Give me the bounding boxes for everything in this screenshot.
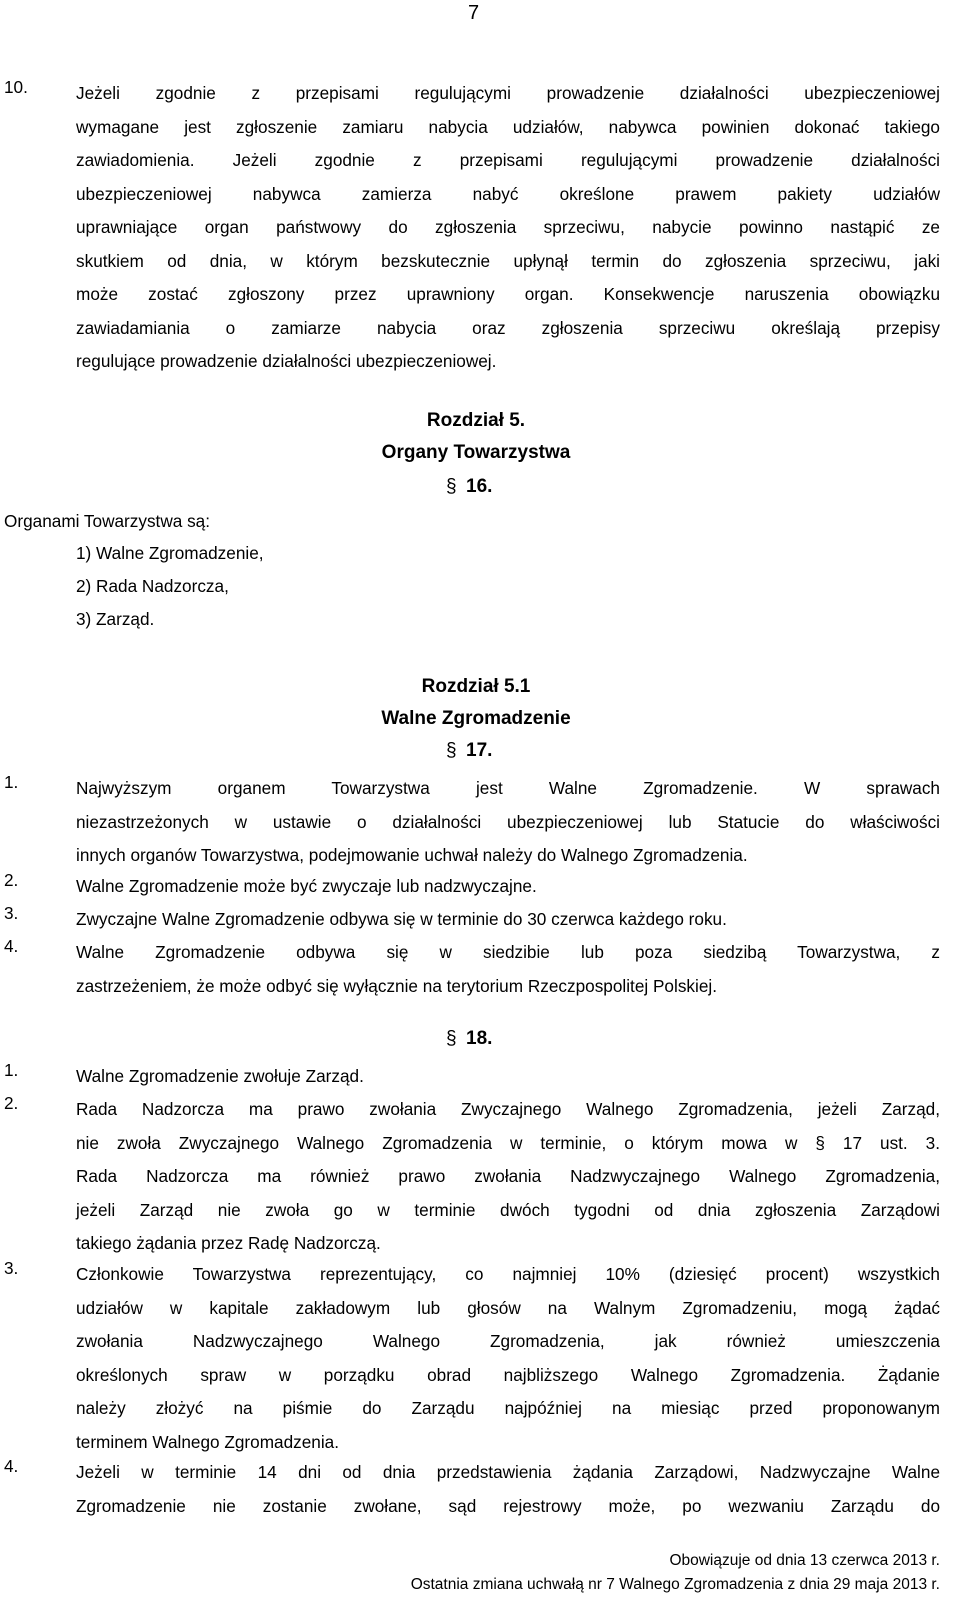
text-line: zastrzeżeniem, że może odbyć się wyłącznie na terytorium Rzeczpospolitej Polskiej. bbox=[76, 975, 717, 996]
chapter-subtitle: Walne Zgromadzenie bbox=[381, 708, 571, 729]
paragraph-number: 1. bbox=[4, 1060, 19, 1080]
section-sign-icon: § bbox=[446, 476, 457, 497]
paragraph-number: 10. bbox=[4, 77, 28, 97]
text-line: innych organów Towarzystwa, podejmowanie uchwał należy do Walnego Zgromadzenia. bbox=[76, 845, 748, 865]
text-line: Jeżeli zgodnie z przepisami regulującymi prowadzenie działalności ubezpieczeniowej bbox=[76, 83, 940, 103]
text-line: Jeżeli w terminie 14 dni od dnia przedstawienia żądania Zarządowi, Nadzwyczajne Walne bbox=[76, 1462, 940, 1482]
paragraph-number: 4. bbox=[4, 1456, 19, 1476]
text-line: uprawniające organ państwowy do zgłoszenia sprzeciwu, nabycie powinno nastąpić ze bbox=[76, 217, 940, 237]
paragraph-body bbox=[76, 903, 940, 937]
footer-last-amendment: Ostatnia zmiana uchwałą nr 7 Walnego Zgromadzenia z dnia 29 maja 2013 r. bbox=[410, 1576, 940, 1593]
section-number: 17. bbox=[466, 740, 493, 761]
paragraph-number: 2. bbox=[4, 1093, 19, 1113]
text-line: Walne Zgromadzenie odbywa się w siedzibie lub poza siedzibą Towarzystwa, z bbox=[76, 942, 940, 962]
text-line: niezastrzeżonych w ustawie o działalności ubezpieczeniowej lub Statucie do właściwości bbox=[76, 811, 940, 832]
paragraph-body bbox=[76, 1093, 940, 1261]
section-number: 16. bbox=[466, 476, 493, 497]
paragraph-body bbox=[76, 772, 940, 873]
organs-intro: Organami Towarzystwa są: bbox=[4, 511, 211, 531]
text-line: takiego żądania przez Radę Nadzorczą. bbox=[76, 1233, 381, 1253]
paragraph-body bbox=[76, 1456, 940, 1523]
paragraph-number: 4. bbox=[4, 936, 19, 956]
paragraph-body bbox=[76, 870, 940, 904]
section-heading-18 bbox=[446, 1028, 492, 1050]
text-line: Walne Zgromadzenie zwołuje Zarząd. bbox=[76, 1066, 364, 1086]
paragraph-body bbox=[76, 1258, 940, 1459]
text-line: Najwyższym organem Towarzystwa jest Walne Zgromadzenie. W sprawach bbox=[76, 778, 940, 798]
chapter-subtitle: Organy Towarzystwa bbox=[381, 442, 571, 463]
text-line: Walne Zgromadzenie może być zwyczaje lub nadzwyczajne. bbox=[76, 876, 537, 896]
section-heading-17 bbox=[446, 740, 492, 762]
paragraph-body bbox=[76, 936, 940, 1003]
paragraph-10 bbox=[0, 77, 952, 379]
text-line: skutkiem od dnia, w którym bezskutecznie upłynął termin do zgłoszenia sprzeciwu, jaki bbox=[76, 250, 940, 271]
text-line: Zwyczajne Walne Zgromadzenie odbywa się w terminie do 30 czerwca każdego roku. bbox=[76, 909, 727, 929]
text-line: ubezpieczeniowej nabywca zamierza nabyć określone prawem pakiety udziałów bbox=[76, 183, 940, 204]
text-line: Rada Nadzorcza ma prawo zwołania Zwyczajnego Walnego Zgromadzenia, jeżeli Zarząd, bbox=[76, 1099, 940, 1119]
text-line: jeżeli Zarząd nie zwoła go w terminie dwóch tygodni od dnia zgłoszenia Zarządowi bbox=[76, 1199, 940, 1220]
paragraph-number: 3. bbox=[4, 903, 19, 923]
text-line: zawiadamiania o zamiarze nabycia oraz zgłoszenia sprzeciwu określają przepisy bbox=[76, 317, 940, 338]
text-line: Zgromadzenie nie zostanie zwołane, sąd rejestrowy może, po wezwaniu Zarządu do bbox=[76, 1495, 940, 1516]
text-line: należy złożyć na piśmie do Zarządu najpóźniej na miesiąc przed proponowanym bbox=[76, 1398, 940, 1418]
text-line: zwołania Nadzwyczajnego Walnego Zgromadzenia, jak również umieszczenia bbox=[76, 1331, 940, 1351]
text-line: udziałów w kapitale zakładowym lub głosów na Walnym Zgromadzeniu, mogą żądać bbox=[76, 1297, 940, 1318]
text-line: wymagane jest zgłoszenie zamiaru nabycia udziałów, nabywca powinien dokonać takiego bbox=[76, 116, 940, 137]
section-sign-icon: § bbox=[446, 1028, 457, 1049]
paragraph-number: 3. bbox=[4, 1258, 19, 1278]
paragraph-number: 2. bbox=[4, 870, 19, 890]
list-item: 2) Rada Nadzorcza, bbox=[76, 576, 229, 596]
chapter-title: Rozdział 5. bbox=[426, 410, 526, 431]
text-line: określonych spraw w porządku obrad najbliższego Walnego Zgromadzenia. Żądanie bbox=[76, 1364, 940, 1385]
text-line: regulujące prowadzenie działalności ubezpieczeniowej. bbox=[76, 351, 497, 371]
page-number: 7 bbox=[468, 2, 480, 24]
text-line: Rada Nadzorcza ma również prawo zwołania Nadzwyczajnego Walnego Zgromadzenia, bbox=[76, 1166, 940, 1186]
text-line: Członkowie Towarzystwa reprezentujący, co najmniej 10% (dziesięć procent) wszystkich bbox=[76, 1264, 940, 1284]
chapter-title: Rozdział 5.1 bbox=[421, 676, 531, 697]
section-heading-16 bbox=[446, 476, 492, 498]
section-number: 18. bbox=[466, 1028, 493, 1049]
section-sign-icon: § bbox=[446, 740, 457, 761]
paragraph-body bbox=[76, 77, 940, 379]
paragraph-body bbox=[76, 1060, 940, 1094]
text-line: nie zwoła Zwyczajnego Walnego Zgromadzenia w terminie, o którym mowa w § 17 ust. 3. bbox=[76, 1132, 940, 1153]
footer-effective-date: Obowiązuje od dnia 13 czerwca 2013 r. bbox=[669, 1552, 940, 1569]
list-item: 3) Zarząd. bbox=[76, 609, 155, 629]
list-item: 1) Walne Zgromadzenie, bbox=[76, 543, 264, 563]
text-line: zawiadomienia. Jeżeli zgodnie z przepisami regulującymi prowadzenie działalności bbox=[76, 150, 940, 170]
text-line: może zostać zgłoszony przez uprawniony organ. Konsekwencje naruszenia obowiązku bbox=[76, 284, 940, 304]
text-line: terminem Walnego Zgromadzenia. bbox=[76, 1431, 340, 1452]
paragraph-number: 1. bbox=[4, 772, 19, 792]
